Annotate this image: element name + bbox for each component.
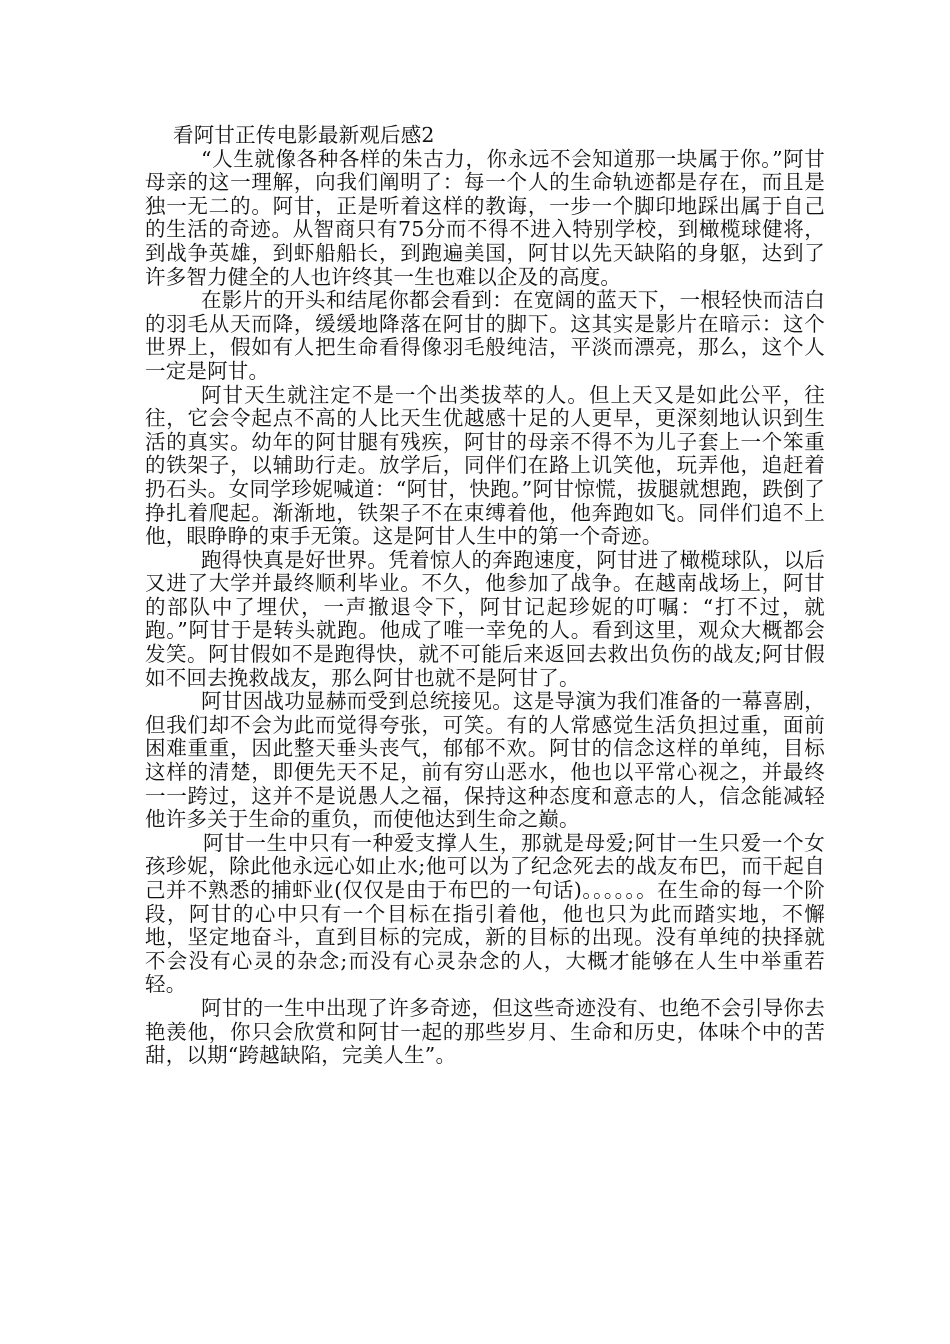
paragraph-5: 阿甘因战功显赫而受到总统接见。这是导演为我们准备的一幕喜剧，但我们却不会为此而觉得夸张，可笑。有的人常感觉生活负担过重，面前困难重重，因此整天垂头丧气，郁郁不欢。阿甘的信念这样的单纯，目标这样的清楚，即便先天不足，前有穷山恶水，他也以平常心视之，并最终一一跨过，这并不是说愚人之福，保持这种态度和意志的人，信念能减轻他许多关于生命的重负，而使他达到生命之巅。 bbox=[145, 689, 825, 832]
document-title: 看阿甘正传电影最新观后感2 bbox=[173, 123, 435, 147]
paragraph-7: 阿甘的一生中出现了许多奇迹，但这些奇迹没有、也绝不会引导你去艳羡他，你只会欣赏和阿甘一起的那些岁月、生命和历史，体味个中的苦甜，以期“跨越缺陷，完美人生”。 bbox=[145, 995, 825, 1068]
paragraph-4: 跑得快真是好世界。凭着惊人的奔跑速度，阿甘进了橄榄球队，以后又进了大学并最终顺利毕业。不久，他参加了战争。在越南战场上，阿甘的部队中了埋伏，一声撤退令下，阿甘记起珍妮的叮嘱：“打不过，就跑。”阿甘于是转头就跑。他成了唯一幸免的人。看到这里，观众大概都会发笑。阿甘假如不是跑得快，就不可能后来返回去救出负伤的战友;阿甘假如不回去挽救战友，那么阿甘也就不是阿甘了。 bbox=[145, 547, 825, 690]
paragraph-2: 在影片的开头和结尾你都会看到：在宽阔的蓝天下，一根轻快而洁白的羽毛从天而降，缓缓地降落在阿甘的脚下。这其实是影片在暗示：这个世界上，假如有人把生命看得像羽毛般纯洁，平淡而漂亮，那么，这个人一定是阿甘。 bbox=[145, 288, 825, 383]
paragraph-3: 阿甘天生就注定不是一个出类拔萃的人。但上天又是如此公平，往往，它会令起点不高的人比天生优越感十足的人更早，更深刻地认识到生活的真实。幼年的阿甘腿有残疾，阿甘的母亲不得不为儿子套上一个笨重的铁架子，以辅助行走。放学后，同伴们在路上讥笑他，玩弄他，追赶着扔石头。女同学珍妮喊道：“阿甘，快跑。”阿甘惊慌，拔腿就想跑，跌倒了挣扎着爬起。渐渐地，铁架子不在束缚着他，他奔跑如飞。同伴们追不上他，眼睁睁的束手无策。这是阿甘人生中的第一个奇迹。 bbox=[145, 382, 825, 549]
document-body bbox=[145, 124, 825, 1068]
paragraph-1: “人生就像各种各样的朱古力，你永远不会知道那一块属于你。”阿甘母亲的这一理解，向我们阐明了：每一个人的生命轨迹都是存在，而且是独一无二的。阿甘，正是听着这样的教诲，一步一个脚印地踩出属于自己的生活的奇迹。从智商只有75分而不得不进入特别学校，到橄榄球健将，到战争英雄，到虾船船长，到跑遍美国，阿甘以先天缺陷的身躯，达到了许多智力健全的人也许终其一生也难以企及的高度。 bbox=[145, 146, 825, 289]
paragraph-6: 阿甘一生中只有一种爱支撑人生，那就是母爱;阿甘一生只爱一个女孩珍妮，除此他永远心如止水;他可以为了纪念死去的战友布巴，而干起自己并不熟悉的捕虾业(仅仅是由于布巴的一句话)。。。。。。在生命的每一个阶段，阿甘的心中只有一个目标在指引着他，他也只为此而踏实地，不懈地，坚定地奋斗，直到目标的完成，新的目标的出现。没有单纯的抉择就不会没有心灵的杂念;而没有心灵杂念的人，大概才能够在人生中举重若轻。 bbox=[145, 830, 825, 997]
